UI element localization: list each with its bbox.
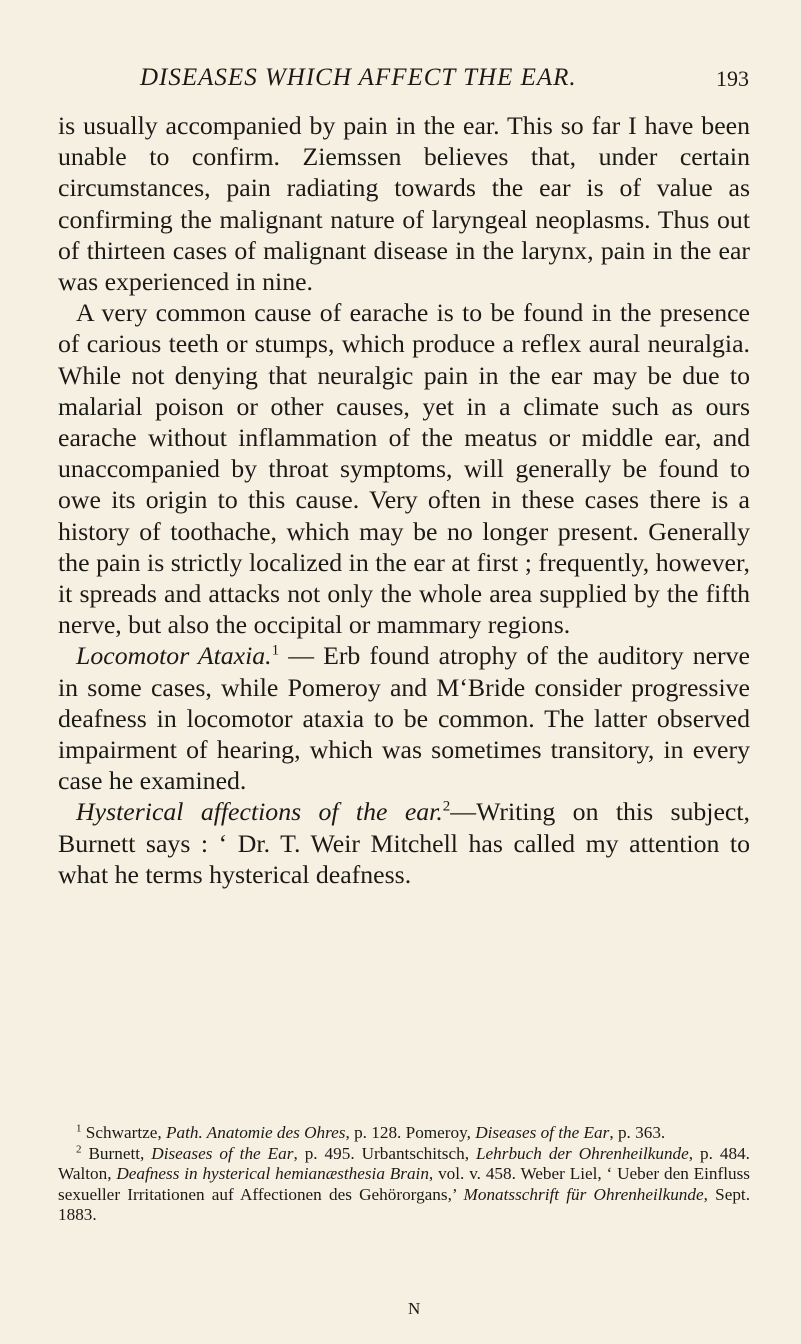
signature-mark: N bbox=[408, 1299, 421, 1318]
hysterical-affections-heading: Hysterical affections of the ear. bbox=[76, 797, 443, 827]
footnote-1-part-d: Diseases of the Ear bbox=[475, 1123, 610, 1142]
footnote-1-mark: 1 bbox=[76, 1122, 82, 1135]
footnote-2 bbox=[58, 1144, 750, 1226]
locomotor-ataxia-heading: Locomotor Ataxia. bbox=[76, 641, 272, 671]
footnote-2-part-h: Monatsschrift für Ohrenheilkunde bbox=[463, 1184, 704, 1204]
footnote-2-part-f: Deafness in hysterical hemianæsthesia Brain bbox=[116, 1164, 429, 1183]
hysterical-affections-text: —Writing on this subject, Burnett says : ‘ Dr. T. Weir Mitchell has called my attention to what he terms hysterical deafness. bbox=[58, 797, 750, 889]
paragraph-2: A very common cause of earache is to be found in the presence of carious teeth or stumps, which produce a reflex aural neuralgia. While not denying that neuralgic pain in the ear may be due to malarial poison or other causes, yet in a climate such as ours earache without inflammation of the meatus or middle ear, and unaccompanied by throat symptoms, will generally be found to owe its origin to this cause. Very often in these cases there is a history of toothache, which may be no longer present. Generally the pain is strictly localized in the ear at first ; frequently, however, it spreads and attacks not only the whole area supplied by the fifth nerve, but also the occipital or mammary regions. bbox=[58, 298, 750, 640]
footnote-1-part-a: Schwartze, bbox=[81, 1123, 166, 1142]
footnote-2-part-c: , p. 495. Urbantschitsch, bbox=[293, 1143, 476, 1163]
running-head bbox=[140, 64, 749, 96]
footnote-2-mark: 2 bbox=[76, 1142, 82, 1155]
locomotor-ataxia-text: — Erb found atrophy of the auditory nerve in some cases, while Pomeroy and M‘Bride consider progressive deafness in locomotor ataxia to be common. The latter observed impairment of hearing, which was sometimes transitory, in every case he examined. bbox=[58, 641, 750, 796]
footnote-1 bbox=[58, 1123, 750, 1144]
running-title: DISEASES WHICH AFFECT THE EAR. bbox=[140, 64, 577, 91]
page-number: 193 bbox=[716, 66, 749, 91]
footnote-2-part-e: , p. 484. Walton, bbox=[58, 1143, 750, 1183]
body-text bbox=[58, 110, 750, 890]
footnotes bbox=[58, 1123, 750, 1226]
footnote-ref-1[interactable]: 1 bbox=[271, 642, 280, 659]
footnote-2-part-i: , Sept. 1883. bbox=[58, 1184, 750, 1224]
footnote-1-part-b: Path. Anatomie des Ohres bbox=[165, 1123, 346, 1142]
footnote-2-part-b: Diseases of the Ear bbox=[151, 1143, 294, 1163]
paragraph-1: is usually accompanied by pain in the ear. This so far I have been unable to confirm. Ziemssen believes that, under certain circumstances, pain radiating towards the ear is of value as confirming the malignant nature of laryngeal neoplasms. Thus out of thirteen cases of malignant disease in the larynx, pain in the ear was experienced in nine. bbox=[58, 111, 750, 297]
paragraph-3 bbox=[58, 640, 750, 796]
footnote-1-part-e: , p. 363. bbox=[609, 1123, 666, 1142]
footnote-2-part-a: Burnett, bbox=[81, 1143, 152, 1163]
footnote-ref-2[interactable]: 2 bbox=[442, 798, 451, 815]
paragraph-4 bbox=[58, 796, 750, 890]
footnote-2-part-g: , vol. v. 458. Weber Liel, ‘ Ueber den Einfluss sexueller Irritationen auf Affectionen des Gehörorgans,’ bbox=[58, 1164, 750, 1204]
footnote-2-part-d: Lehrbuch der Ohrenheilkunde bbox=[475, 1143, 689, 1163]
footnote-1-part-c: , p. 128. Pomeroy, bbox=[345, 1123, 476, 1142]
